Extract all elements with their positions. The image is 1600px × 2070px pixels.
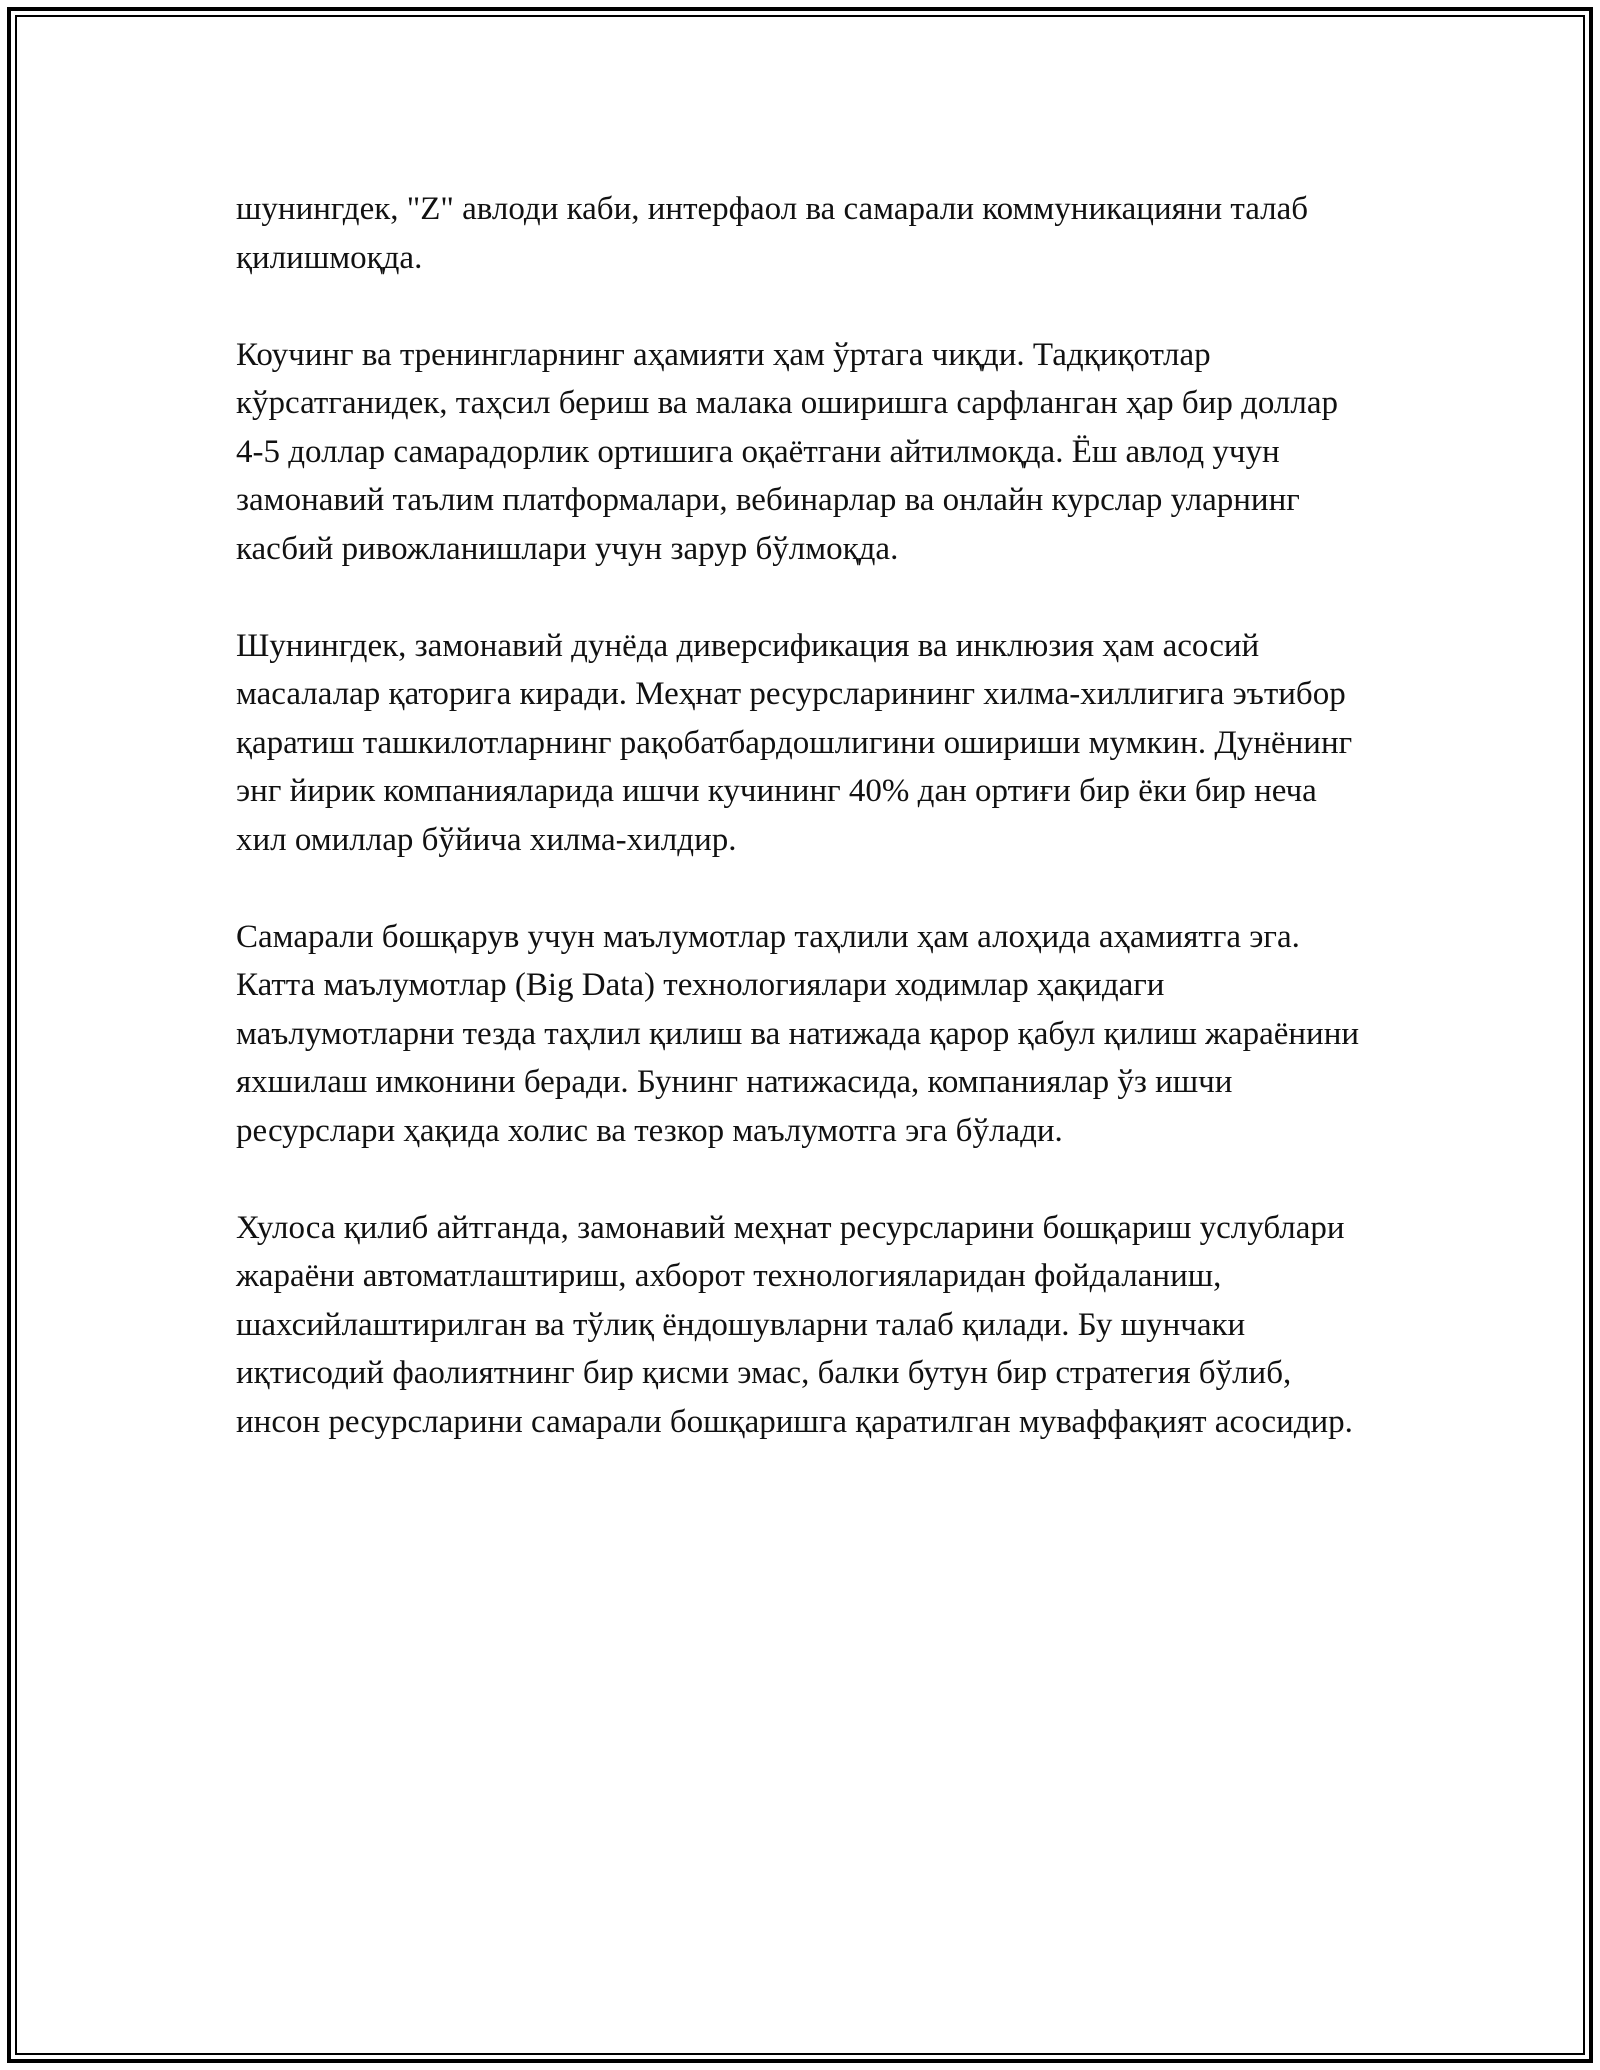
document-body <box>236 185 1366 1495</box>
paragraph-3: Шунингдек, замонавий дунёда диверсификация ва инклюзия ҳам асосий масалалар қаторига киради. Меҳнат ресурсларининг хилма-хиллигига эътибор қаратиш ташкилотларнинг рақобатбардошлигини ошириши мумкин. Дунёнинг энг йирик компанияларида ишчи кучининг 40% дан ортиғи бир ёки бир неча хил омиллар бўйича хилма-хилдир. <box>236 627 1353 858</box>
paragraph-1: шунингдек, "Z" авлоди каби, интерфаол ва самарали коммуникацияни талаб қилишмоқда. <box>236 191 1309 276</box>
paragraph-4: Самарали бошқарув учун маълумотлар таҳлили ҳам алоҳида аҳамиятга эга. Катта маълумотлар (Big Data) технологиялари ходимлар ҳақидаги маълумотларни тезда таҳлил қилиш ва натижада қарор қабул қилиш жараёнини яхшилаш имконини беради. Бунинг натижасида, компаниялар ўз ишчи ресурслари ҳақида холис ва тезкор маълумотга эга бўлади. <box>236 918 1360 1149</box>
paragraph-2: Коучинг ва тренингларнинг аҳамияти ҳам ўртага чиқди. Тадқиқотлар кўрсатганидек, таҳсил бериш ва малака оширишга сарфланган ҳар бир доллар 4-5 доллар самарадорлик ортишига оқаётгани айтилмоқда. Ёш авлод учун замонавий таълим платформалари, вебинарлар ва онлайн курслар уларнинг касбий ривожланишлари учун зарур бўлмоқда. <box>236 336 1339 567</box>
paragraph-5: Хулоса қилиб айтганда, замонавий меҳнат ресурсларини бошқариш услублари жараёни автоматлаштириш, ахборот технологияларидан фойдаланиш, шахсийлаштирилган ва тўлиқ ёндошувларни талаб қилади. Бу шунчаки иқтисодий фаолиятнинг бир қисми эмас, балки бутун бир стратегия бўлиб, инсон ресурсларини самарали бошқаришга қаратилган муваффақият асосидир. <box>236 1209 1353 1440</box>
